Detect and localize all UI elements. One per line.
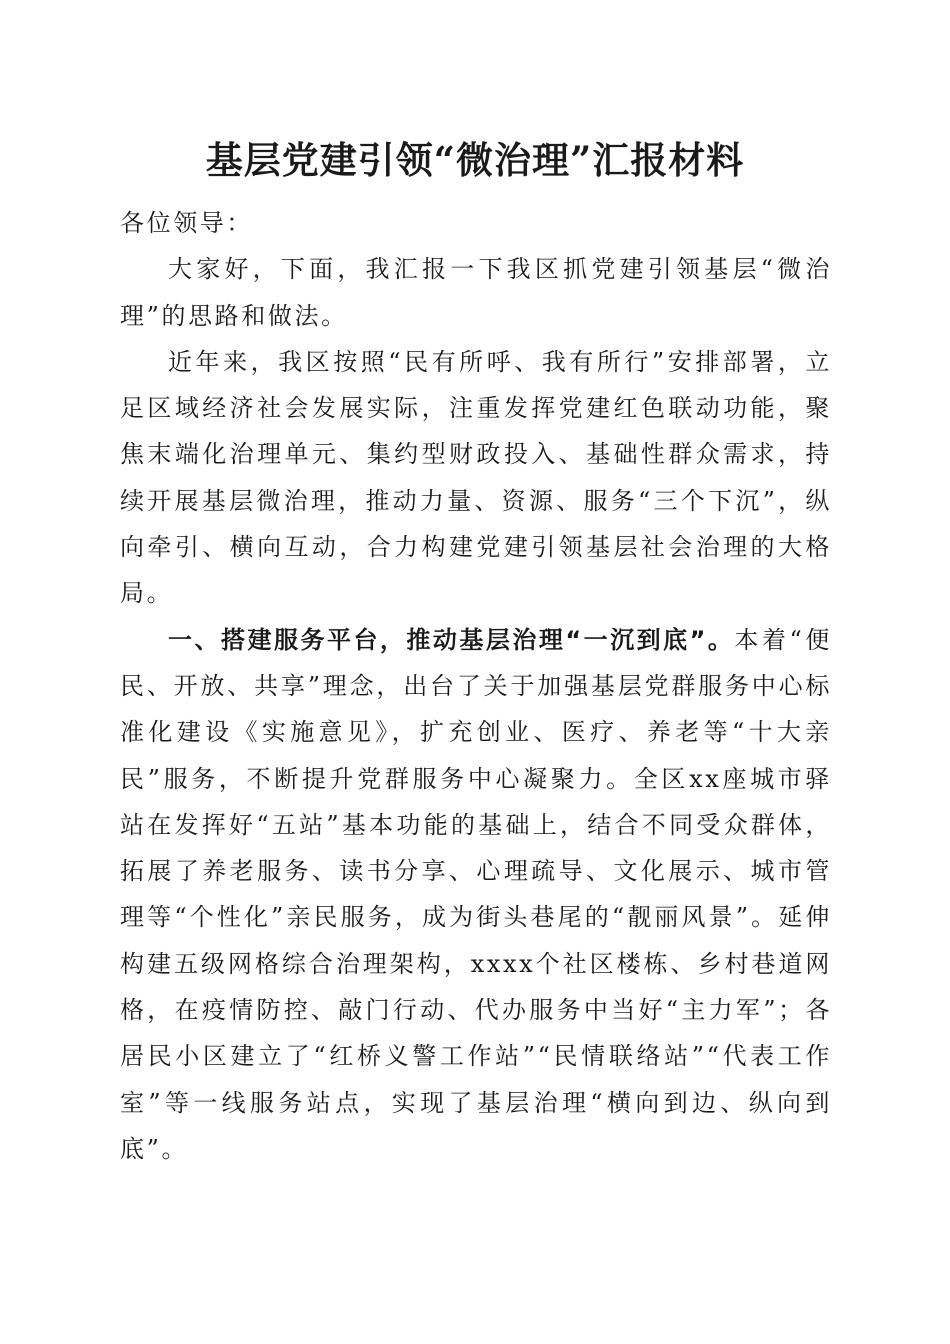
section-1-text: 本着“便民、开放、共享”理念，出台了关于加强基层党群服务中心标准化建设《实施意见》，扩充创业、医疗、养老等“十大亲民”服务，不断提升党群服务中心凝聚力。全区xx座城市驿站在发挥好“五站”基本功能的基础上，结合不同受众群体，拓展了养老服务、读书分享、心理疏导、文化展示、城市管理等“个性化”亲民服务，成为街头巷尾的“靓丽风景”。延伸构建五级网格综合治理架构，xxxx个社区楼栋、乡村巷道网格，在疫情防控、敲门行动、代办服务中当好“主力军”；各居民小区建立了“红桥义警工作站”“民情联络站”“代表工作室”等一线服务站点，实现了基层治理“横向到边、纵向到底”。 xyxy=(120,625,833,1163)
section-1-paragraph xyxy=(120,617,832,1173)
paragraph-greeting: 大家好，下面，我汇报一下我区抓党建引领基层“微治理”的思路和做法。 xyxy=(120,255,832,330)
paragraph-overview: 近年来，我区按照“民有所呼、我有所行”安排部署，立足区域经济社会发展实际，注重发挥党建红色联动功能，聚焦末端化治理单元、集约型财政投入、基础性群众需求，持续开展基层微治理，推动力量、资源、服务“三个下沉”，纵向牵引、横向互动，合力构建党建引领基层社会治理的大格局。 xyxy=(120,347,832,608)
document-body xyxy=(120,200,832,1172)
salutation: 各位领导： xyxy=(120,209,253,237)
section-1-heading: 一、搭建服务平台，推动基层治理“一沉到底”。 xyxy=(168,625,735,654)
document-title: 基层党建引领“微治理”汇报材料 xyxy=(205,138,745,182)
